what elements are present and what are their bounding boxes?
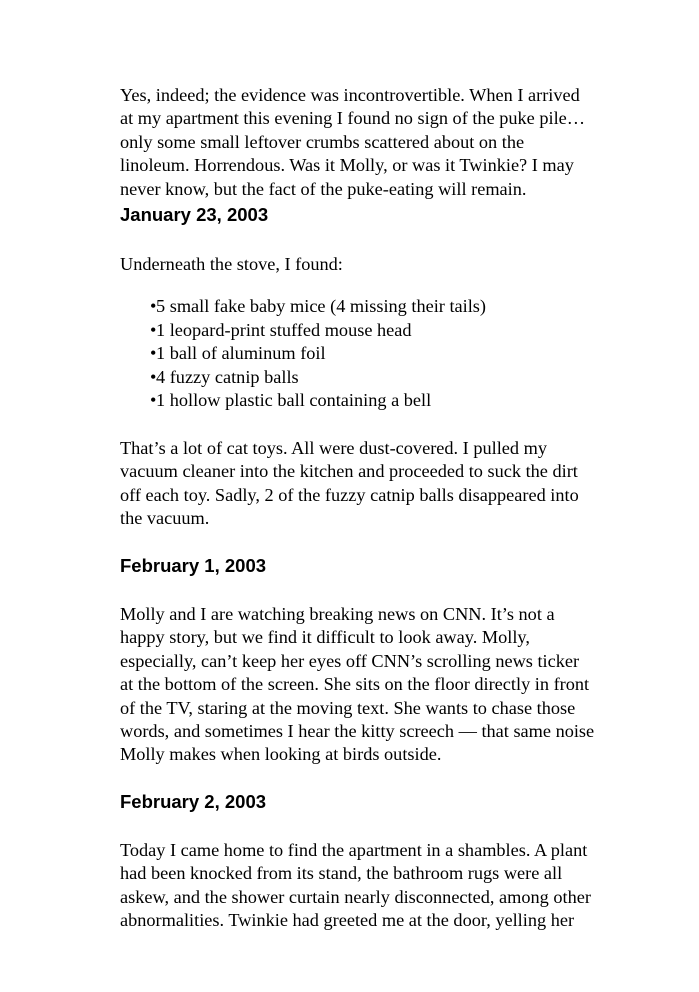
text-line: linoleum. Horrendous. Was it Molly, or was it Twinkie? I may [120, 155, 574, 176]
text-line: had been knocked from its stand, the bathroom rugs were all [120, 863, 563, 884]
text-line: Underneath the stove, I found: [120, 254, 343, 274]
bullet-icon: • [150, 366, 157, 387]
paragraph-cnn [120, 603, 660, 767]
list-item-text: 4 fuzzy catnip balls [156, 366, 299, 387]
text-line: abnormalities. Twinkie had greeted me at the door, yelling her [120, 910, 575, 931]
heading-jan-23: January 23, 2003 [120, 204, 269, 225]
list-item [120, 366, 660, 390]
bullet-icon: • [150, 343, 157, 363]
list-item-text: 5 small fake baby mice (4 missing their tails) [156, 296, 486, 316]
list-item [120, 319, 660, 343]
bullet-icon: • [150, 319, 157, 340]
text-line: off each toy. Sadly, 2 of the fuzzy catnip balls disappeared into [120, 484, 579, 505]
text-line: Molly makes when looking at birds outside. [120, 744, 442, 765]
text-line: Today I came home to find the apartment in a shambles. A plant [120, 840, 588, 860]
heading-feb-2: February 2, 2003 [120, 791, 267, 812]
text-line: at the bottom of the screen. She sits on the floor directly in front [120, 674, 590, 695]
heading-feb-1: February 1, 2003 [120, 555, 267, 576]
text-line: Molly and I are watching breaking news on CNN. It’s not a [120, 604, 555, 624]
list-item-text: 1 leopard-print stuffed mouse head [156, 319, 412, 340]
text-line: happy story, but we find it difficult to look away. Molly, [120, 627, 530, 648]
text-line: vacuum cleaner into the kitchen and proceeded to suck the dirt [120, 461, 578, 482]
text-line: never know, but the fact of the puke-eating will remain. [120, 178, 527, 199]
text-line: askew, and the shower curtain nearly disconnected, among other [120, 886, 591, 907]
text-line: of the TV, staring at the moving text. She wants to chase those [120, 697, 576, 718]
text-line: Yes, indeed; the evidence was incontrovertible. When I arrived [120, 85, 580, 105]
list-item [120, 389, 660, 413]
list-item [120, 342, 660, 366]
bullet-icon: • [150, 296, 157, 316]
text-line: at my apartment this evening I found no sign of the puke pile… [120, 108, 586, 129]
paragraph-cat-toys [120, 437, 660, 531]
paragraph-puke [120, 84, 660, 201]
paragraph-underneath [120, 253, 660, 276]
paragraph-shambles [120, 839, 660, 933]
cat-toy-list [120, 295, 660, 413]
list-item-text: 1 hollow plastic ball containing a bell [156, 390, 432, 410]
text-line: especially, can’t keep her eyes off CNN’s scrolling news ticker [120, 650, 580, 671]
bullet-icon: • [150, 390, 157, 410]
text-line: the vacuum. [120, 508, 210, 529]
list-item-text: 1 ball of aluminum foil [156, 343, 326, 363]
text-line: only some small leftover crumbs scattered about on the [120, 131, 525, 152]
list-item [120, 295, 660, 319]
text-line: words, and sometimes I hear the kitty screech — that same noise [120, 721, 595, 742]
text-line: That’s a lot of cat toys. All were dust-covered. I pulled my [120, 438, 547, 458]
